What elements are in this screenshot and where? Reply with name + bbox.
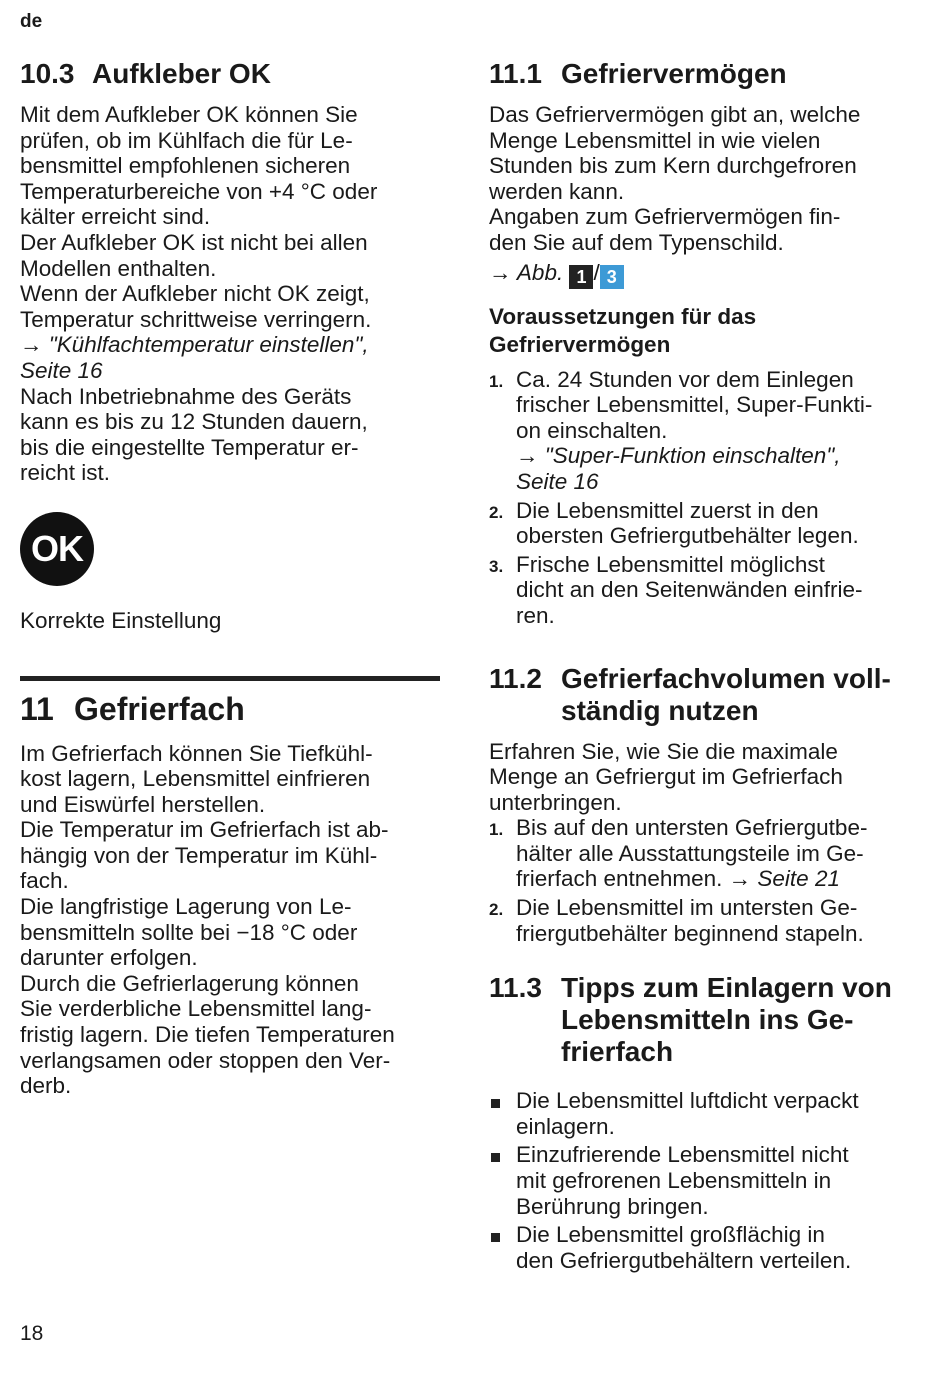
cross-reference-link[interactable]: → "Super-Funktion einschalten", bbox=[516, 443, 841, 469]
chapter-11-body: Im Gefrierfach können Sie Tiefkühl- kost lagern, Lebensmittel einfrieren und Eiswürfel herstellen. Die Temperatur im Gefrierfach ist ab- hängig von der Temperatur im Kühl- fach. Die langfristige Lagerung von Le- bensmitteln sollte bei −18 °C oder darunter erfolgen. Durch die Gefrierlagerung können Sie verderbliche Lebensmittel lang- fristig lagern. Die tiefen Temperaturen verlangsamen oder stoppen den Ver- derb. bbox=[20, 740, 395, 1099]
arrow-right-icon: → bbox=[489, 259, 512, 285]
list-item: 2. Die Lebensmittel zuerst in den obersten Gefriergutbehälter legen. bbox=[489, 497, 859, 549]
prerequisites-heading: Voraussetzungen für das Gefriervermögen bbox=[489, 303, 757, 357]
list-item: 1. Ca. 24 Stunden vor dem Einlegen frischer Lebensmittel, Super-Funkti- on einschalten. → "Super-Funktion einschalten", Seite 16 bbox=[489, 366, 873, 494]
bullet-square-icon bbox=[489, 1142, 516, 1219]
left-column bbox=[20, 58, 440, 1099]
list-item: 1. Bis auf den untersten Gefriergutbe- hälter alle Ausstattungsteile im Ge- frierfach entnehmen. → Seite 21 bbox=[489, 815, 868, 892]
arrow-right-icon: → bbox=[728, 866, 752, 892]
chapter-11-heading: 11 Gefrierfach bbox=[20, 690, 245, 727]
right-column bbox=[489, 58, 919, 1276]
section-11-2-body: Erfahren Sie, wie Sie die maximale Menge an Gefriergut im Gefrierfach unterbringen. bbox=[489, 738, 843, 815]
section-11-3-heading: 11.3 Tipps zum Einlagern von Lebensmitteln ins Ge- frierfach bbox=[489, 972, 892, 1068]
list-item: 3. Frische Lebensmittel möglichst dicht an den Seitenwänden einfrie- ren. bbox=[489, 551, 863, 628]
list-item: Die Lebensmittel luftdicht verpackt einlagern. bbox=[489, 1088, 919, 1139]
chapter-divider bbox=[20, 676, 440, 681]
ok-sticker-icon: OK bbox=[20, 512, 94, 586]
volume-steps bbox=[489, 815, 919, 946]
storage-tips-list bbox=[489, 1088, 919, 1273]
figure-1-badge: 1 bbox=[569, 265, 593, 289]
cross-reference-page[interactable]: Seite 21 bbox=[757, 866, 840, 892]
arrow-right-icon: → bbox=[20, 332, 43, 358]
section-11-1-heading: 11.1 Gefriervermögen bbox=[489, 58, 787, 89]
section-11-1-body: Das Gefriervermögen gibt an, welche Menge Lebensmittel in wie vielen Stunden bis zum Kern durchgefroren werden kann. Angaben zum Gefriervermögen fin- den Sie auf dem Typenschild. → Abb. 1 / 3 bbox=[489, 102, 919, 289]
list-item: Die Lebensmittel großflächig in den Gefriergutbehältern verteilen. bbox=[489, 1222, 919, 1273]
cross-reference-page[interactable]: Seite 16 bbox=[20, 357, 103, 383]
language-code: de bbox=[20, 11, 43, 32]
list-item: 2. Die Lebensmittel im untersten Ge- friergutbehälter beginnend stapeln. bbox=[489, 895, 864, 946]
figure-3-badge: 3 bbox=[600, 265, 624, 289]
list-item: Einzufrierende Lebensmittel nicht mit gefrorenen Lebensmitteln in Berührung bringen. bbox=[489, 1142, 919, 1219]
prerequisites-steps bbox=[489, 367, 919, 629]
page-number: 18 bbox=[20, 1322, 44, 1345]
arrow-right-icon: → bbox=[516, 443, 539, 469]
section-10-3-body: Mit dem Aufkleber OK können Sie prüfen, ob im Kühlfach die für Le- bensmittel empfohlenen sicheren Temperaturbereiche von +4 °C oder kälter erreicht sind. Der Aufkleber OK ist nicht bei allen Modellen enthalten. Wenn der Aufkleber nicht OK zeigt, Temperatur schrittweise verringern. → "Kühlfachtemperatur einstellen", Seite 16 Nach Inbetriebnahme des Geräts kann es bis zu 12 Stunden dauern, bis die eingestellte Temperatur er- reicht ist. bbox=[20, 102, 440, 486]
figure-reference[interactable]: → Abb. 1 / 3 bbox=[489, 260, 919, 289]
bullet-square-icon bbox=[489, 1088, 516, 1139]
cross-reference-link[interactable]: → "Kühlfachtemperatur einstellen", bbox=[20, 332, 369, 358]
section-10-3-heading: 10.3 Aufkleber OK bbox=[20, 58, 271, 89]
bullet-square-icon bbox=[489, 1222, 516, 1273]
cross-reference-page[interactable]: Seite 16 bbox=[516, 468, 599, 494]
section-11-2-heading: 11.2 Gefrierfachvolumen voll- ständig nutzen bbox=[489, 662, 891, 726]
ok-caption: Korrekte Einstellung bbox=[20, 607, 222, 633]
